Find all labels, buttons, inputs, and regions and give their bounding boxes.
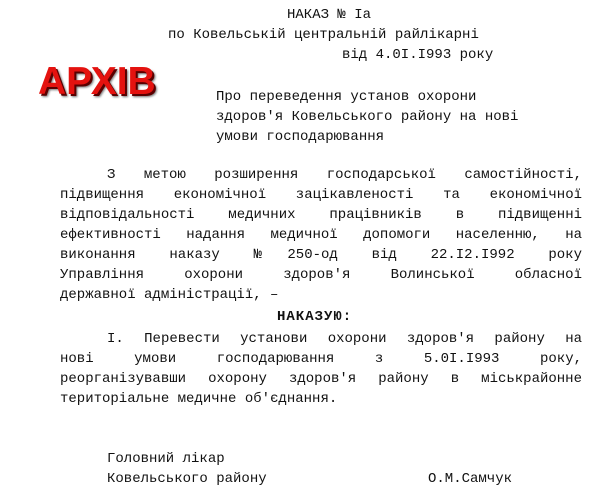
order-heading: НАКАЗУЮ: <box>277 309 353 325</box>
subject-line: здоров'я Ковельського району на нові <box>216 109 519 125</box>
signature-position: Головний лікар <box>107 451 225 467</box>
preamble-line: виконання наказу №250-од від 22.I2.I992 року <box>60 247 582 263</box>
signature-position: Ковельського району <box>107 471 267 487</box>
item-line: нові умови господарювання з 5.0I.I993 року, <box>60 351 582 367</box>
preamble-line: ефективності надання медичної допомоги населенню, на <box>60 227 582 243</box>
item-line: територіальне медичне об'єднання. <box>60 391 338 407</box>
item-line: реорганізувавши охорону здоров'я району в міськрайонне <box>60 371 582 387</box>
archive-stamp: АРХІВ <box>38 60 156 103</box>
subject-line: Про переведення установ охорони <box>216 89 477 105</box>
order-date: від 4.0I.I993 року <box>342 47 494 63</box>
order-organization: по Ковельській центральній райлікарні <box>168 27 479 43</box>
preamble-line: Управління охорони здоров'я Волинської обласної <box>60 267 582 283</box>
preamble-line: державної адміністрації, – <box>60 287 279 303</box>
order-title: НАКАЗ № Iа <box>287 7 372 23</box>
subject-line: умови господарювання <box>216 129 385 145</box>
item-line: I. Перевести установи охорони здоров'я району на <box>107 331 582 347</box>
signature-name: О.М.Самчук <box>428 471 513 487</box>
preamble-line: підвищення економічної зацікавленості та економічної <box>60 187 582 203</box>
preamble-line: З метою розширення господарської самостійності, <box>107 167 582 183</box>
preamble-line: відповідальності медичних працівників в підвищенні <box>60 207 582 223</box>
